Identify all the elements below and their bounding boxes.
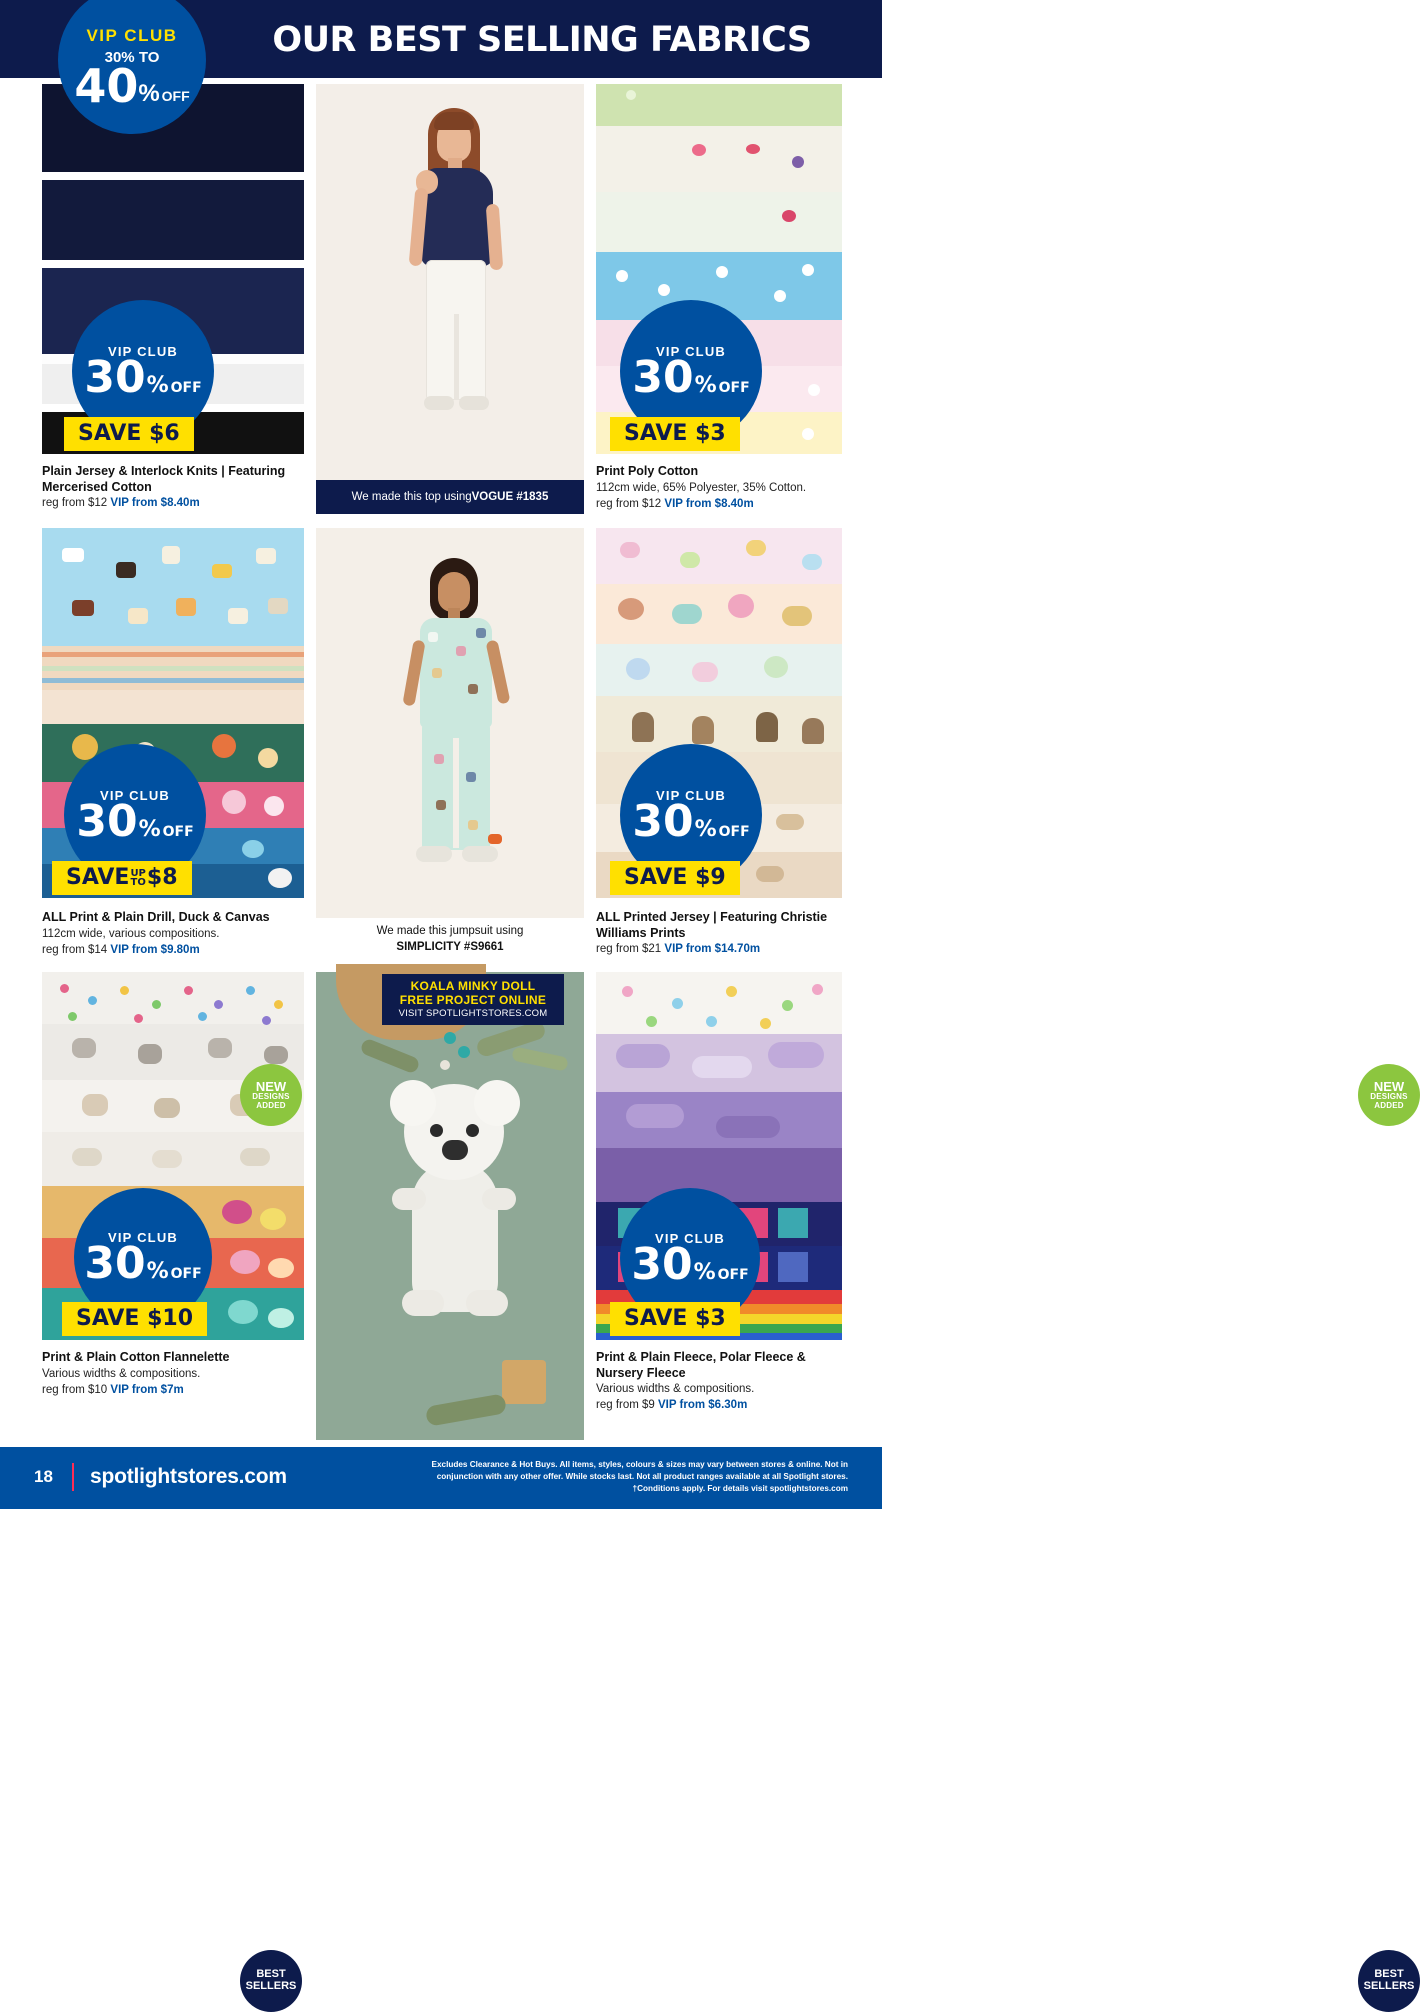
koala-promo-line3: VISIT SPOTLIGHTSTORES.COM bbox=[398, 1008, 548, 1019]
save-upto: UP TO bbox=[130, 868, 146, 888]
vip-label: VIP CLUB bbox=[107, 343, 179, 359]
save-flag-plain-jersey: SAVE $6 bbox=[64, 417, 194, 451]
discount-number: 30 bbox=[84, 1237, 146, 1289]
badge-off: OFF bbox=[161, 88, 190, 105]
save-flag-cotton-flannelette: SAVE $10 bbox=[62, 1302, 207, 1336]
label-line1: NEW bbox=[1373, 1078, 1405, 1094]
koala-doll-photo bbox=[316, 972, 584, 1440]
off-label: OFF bbox=[170, 1266, 202, 1283]
footer-terms: Excludes Clearance & Hot Buys. All items, styles, colours & sizes may vary between stores & online. Not in conjunction with any other offer. While stocks last. Not all product ranges available at all Spotlight stores. †Conditions apply. For details visit spotlightstores.com bbox=[431, 1460, 848, 1493]
product-caption-print-plain-fleece bbox=[596, 1350, 842, 1413]
off-label: OFF bbox=[717, 1267, 749, 1284]
model-caption-line1: We made this jumpsuit using bbox=[376, 925, 524, 937]
product-title: ALL Printed Jersey | Featuring Christie Williams Prints bbox=[596, 910, 828, 940]
percent-symbol: % bbox=[146, 373, 169, 399]
product-tile-all-printed-jersey[interactable] bbox=[596, 528, 1408, 1110]
discount-number: 30 bbox=[84, 351, 146, 403]
product-caption-plain-jersey bbox=[42, 464, 304, 511]
footer-divider bbox=[72, 1463, 74, 1491]
percent-symbol: % bbox=[138, 817, 161, 843]
label-line3: ADDED bbox=[1374, 1100, 1404, 1110]
model-caption-line2: SIMPLICITY #S9661 bbox=[396, 940, 504, 953]
badge-percent: % bbox=[138, 80, 160, 108]
product-title: ALL Print & Plain Drill, Duck & Canvas bbox=[42, 910, 270, 924]
badge-number: 40 bbox=[74, 58, 139, 113]
percent-symbol: % bbox=[694, 817, 717, 843]
best-sellers-label-flannelette bbox=[240, 1950, 302, 2012]
off-label: OFF bbox=[718, 824, 750, 841]
product-reg-price: reg from $10 bbox=[42, 1383, 108, 1396]
koala-promo-box[interactable] bbox=[382, 974, 564, 1025]
discount-number: 30 bbox=[632, 795, 694, 847]
off-label: OFF bbox=[170, 380, 202, 397]
product-caption-all-printed-jersey bbox=[596, 910, 842, 957]
vip-label: VIP CLUB bbox=[655, 787, 727, 803]
save-flag-all-printed-jersey: SAVE $9 bbox=[610, 861, 740, 895]
model-photo-top bbox=[316, 84, 584, 480]
product-vip-price: VIP from $6.30m bbox=[658, 1399, 748, 1412]
product-reg-price: reg from $12 bbox=[42, 497, 108, 510]
product-caption-print-poly-cotton bbox=[596, 464, 842, 512]
label-line1: BEST bbox=[1374, 1968, 1404, 1981]
model-caption-prefix: We made this top using bbox=[351, 491, 472, 503]
product-reg-price: reg from $14 bbox=[42, 943, 108, 956]
discount-number: 30 bbox=[632, 351, 694, 403]
label-line2: DESIGNS bbox=[252, 1092, 290, 1102]
product-title: Plain Jersey & Interlock Knits | Featuring Mercerised Cotton bbox=[42, 464, 286, 494]
product-tile-print-poly-cotton[interactable] bbox=[596, 84, 842, 514]
best-sellers-label-fleece bbox=[1358, 1950, 1420, 2012]
product-tile-print-plain-drill[interactable] bbox=[42, 528, 304, 1110]
badge-vip-label: VIP CLUB bbox=[86, 25, 178, 45]
product-title: Print & Plain Cotton Flannelette bbox=[42, 1350, 230, 1364]
save-amount: $8 bbox=[146, 865, 178, 890]
product-details: Various widths & compositions. bbox=[596, 1383, 755, 1396]
model-caption-jumpsuit bbox=[316, 924, 584, 955]
vip-label: VIP CLUB bbox=[654, 1230, 726, 1246]
model-caption-pattern: VOGUE #1835 bbox=[471, 491, 549, 503]
discount-number: 30 bbox=[631, 1238, 693, 1290]
off-label: OFF bbox=[718, 380, 750, 397]
vip-label: VIP CLUB bbox=[655, 343, 727, 359]
page-number: 18 bbox=[34, 1467, 53, 1486]
new-designs-label-jersey bbox=[1358, 1064, 1420, 1126]
product-vip-price: VIP from $8.40m bbox=[664, 497, 754, 510]
koala-promo-line1: KOALA MINKY DOLL bbox=[410, 979, 536, 993]
label-line1: NEW bbox=[255, 1078, 287, 1094]
product-tile-plain-jersey[interactable] bbox=[42, 80, 304, 514]
label-line2: SELLERS bbox=[245, 1980, 297, 1992]
vip-label: VIP CLUB bbox=[99, 787, 171, 803]
page-footer bbox=[0, 1447, 882, 1509]
label-line1: BEST bbox=[256, 1968, 286, 1981]
off-label: OFF bbox=[162, 824, 194, 841]
save-flag-print-poly-cotton: SAVE $3 bbox=[610, 417, 740, 451]
save-flag-print-plain-fleece: SAVE $3 bbox=[610, 1302, 740, 1336]
percent-symbol: % bbox=[146, 1259, 169, 1285]
product-reg-price: reg from $21 bbox=[596, 943, 662, 956]
percent-symbol: % bbox=[693, 1260, 716, 1286]
product-details: 112cm wide, various compositions. bbox=[42, 927, 220, 940]
discount-number: 30 bbox=[76, 795, 138, 847]
product-details: Various widths & compositions. bbox=[42, 1367, 201, 1380]
vip-label: VIP CLUB bbox=[107, 1229, 179, 1245]
product-vip-price: VIP from $7m bbox=[110, 1383, 184, 1396]
model-photo-jumpsuit bbox=[316, 528, 584, 918]
koala-promo-line2: FREE PROJECT ONLINE bbox=[399, 993, 547, 1007]
page-title: OUR BEST SELLING FABRICS bbox=[272, 20, 812, 60]
label-line3: ADDED bbox=[256, 1100, 286, 1110]
product-vip-price: VIP from $9.80m bbox=[110, 943, 200, 956]
product-caption-print-plain-drill bbox=[42, 910, 304, 958]
label-line2: SELLERS bbox=[1363, 1980, 1415, 1992]
label-line2: DESIGNS bbox=[1370, 1092, 1408, 1102]
save-prefix: SAVE bbox=[66, 865, 130, 890]
model-caption-top bbox=[316, 480, 584, 514]
product-title: Print & Plain Fleece, Polar Fleece & Nursery Fleece bbox=[596, 1350, 806, 1380]
product-reg-price: reg from $12 bbox=[596, 497, 662, 510]
product-reg-price: reg from $9 bbox=[596, 1399, 655, 1412]
new-designs-label-drill bbox=[240, 1064, 302, 1126]
product-vip-price: VIP from $8.40m bbox=[110, 497, 200, 510]
product-title: Print Poly Cotton bbox=[596, 464, 699, 478]
product-caption-cotton-flannelette bbox=[42, 1350, 304, 1398]
badge-range-label: 30% TO bbox=[104, 48, 160, 66]
save-flag-print-plain-drill bbox=[52, 861, 192, 895]
product-vip-price: VIP from $14.70m bbox=[664, 943, 761, 956]
footer-website[interactable]: spotlightstores.com bbox=[90, 1465, 287, 1488]
product-details: 112cm wide, 65% Polyester, 35% Cotton. bbox=[596, 481, 807, 494]
percent-symbol: % bbox=[694, 373, 717, 399]
